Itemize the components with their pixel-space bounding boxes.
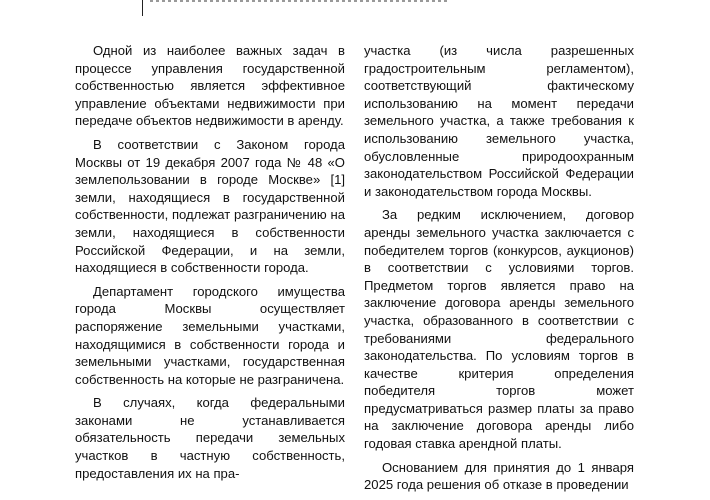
paragraph: Одной из наиболее важных задач в процессе управления государственной собственностью является эффективное управление объектами недвижимости при передаче объектов недвижимости в аренду. (75, 43, 345, 129)
left-text-column (75, 42, 345, 488)
paragraph: В случаях, когда федеральными законами не устанавливается обязательность передачи земельных участков в частную собственность, предоставления их на пра- (75, 395, 345, 481)
paragraph-continued: участка (из числа разрешенных градостроительным регламентом), соответствующий фактическому использованию на момент передачи земельного участка, а также требования к использованию земельного участка, обусловленные природоохранным законодательством Российской Федерации и законодательством города Москвы. (364, 43, 634, 199)
right-text-column (364, 42, 634, 500)
running-header-cut-text (150, 0, 450, 2)
paragraph: В соответствии с Законом города Москвы от 19 декабря 2007 года № 48 «О землепользовании в городе Москве» [1] земли, находящиеся в государственной собственности, подлежат разграничению на земли, находящиеся в собственности Российской Федерации, и на земли, находящиеся в собственности города. (75, 136, 345, 276)
paragraph: Основанием для принятия до 1 января 2025 года решения об отказе в проведении (364, 459, 634, 493)
paragraph: Департамент городского имущества города Москвы осуществляет распоряжение земельными участками, находящимися в собственности города и земельными участками, государственная собственность на которые не разграничена. (75, 283, 345, 387)
paragraph: За редким исключением, договор аренды земельного участка заключается с победителем торгов (конкурсов, аукционов) в соответствии с условиями торгов. Предметом торгов является право на заключение договора аренды земельного участка, образованного в соответствии с требованиями федерального законодательства. По условиям торгов в качестве критерия определения победителя торгов может предусматриваться размер платы за право на заключение договора аренды либо годовая ставка арендной платы. (364, 207, 634, 452)
header-vertical-rule (142, 0, 143, 16)
